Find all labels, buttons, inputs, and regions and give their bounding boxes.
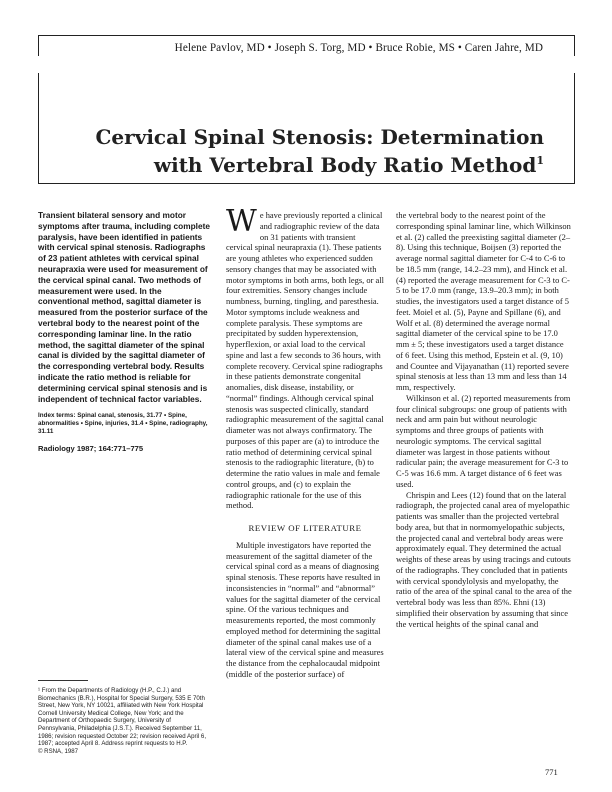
copyright-text: © RSNA, 1987 bbox=[38, 747, 79, 755]
title-line-2-text: with Vertebral Body Ratio Method bbox=[153, 153, 537, 177]
literature-paragraph: Multiple investigators have reported the measurement of the sagittal diameter of the cervical spinal cord as a means of diagnosing spinal stenosis. These reports have resulted in inconsistencies in “normal” and “abnormal” values for the sagittal diameter of the cervical spine. Of the various techniques and measurements reported, the most commonly employed method for determining the sagittal diameter of the spinal canal makes use of a lateral view of the cervical spine and measures the distance from the cephalocaudal midpoint (middle of the posterior surface) of bbox=[226, 539, 384, 679]
authors-text: Helene Pavlov, MD • Joseph S. Torg, MD • Bruce Robie, MS • Caren Jahre, MD bbox=[174, 42, 543, 54]
right-paragraph-1: the vertebral body to the nearest point of the corresponding spinal laminar line, which Wilkinson et al. (2) called the preexisting sagittal diameter (2–8). Using this technique, Boijsen (3) reported the average normal sagittal diameter for C-4 to C-6 to be 18.5 mm (range, 14.2–23 mm), and Hinck et al. (4) reported the average measurement for C-3 to C-5 to be 17.0 mm (range, 13.9–20.3 mm); in both studies, the investigators used a target distance of 5 feet. Moiel et al. (5), Payne and Spillane (6), and Wolf et al. (8) determined the average normal sagittal diameter of the cervical spine to be 17.0 mm ± 5; these investigators used a target distance of 6 feet. Using this method, Epstein et al. (9, 10) and Countee and Vijayanathan (11) reported severe spinal stenosis at less than 13 mm and less than 14 mm, respectively. bbox=[396, 210, 571, 392]
abstract-column bbox=[38, 210, 210, 455]
right-paragraph-2: Wilkinson et al. (2) reported measurements from four clinical subgroups: one group of patients with neck and arm pain but without neurologic symptoms and three groups of patients with neurologic symptoms. The cervical sagittal diameter was largest in those patients without radicular pain; the average measurement for C-3 to C-5 was 16.6 mm. A target distance of 6 feet was used. bbox=[396, 392, 571, 489]
section-heading: REVIEW OF LITERATURE bbox=[248, 523, 362, 533]
title-line-2 bbox=[96, 149, 544, 177]
page-number: 771 bbox=[545, 767, 558, 777]
index-terms: Index terms: Spinal canal, stenosis, 31.77 • Spine, abnormalities • Spine, injuries, 31.4 • Spine, radiography, 31.11 bbox=[38, 412, 208, 436]
title-footnote-mark: 1 bbox=[536, 154, 544, 167]
middle-column bbox=[226, 204, 384, 680]
title-box bbox=[38, 73, 575, 184]
drop-cap: W bbox=[226, 204, 257, 239]
footnote-text: ¹ From the Departments of Radiology (H.P., C.J.) and Biomechanics (B.R.), Hospital for Special Surgery, 535 E 70th Street, New York, NY 10021, affiliated with New York Hospital Cornell University Medical College, New York; and the Department of Orthopaedic Surgery, University of Pennsylvania, Philadelphia (J.S.T.). Received September 11, 1986; revision requested October 22; revision received April 6, 1987; accepted April 8. Address reprint requests to H.P. bbox=[38, 687, 207, 748]
journal-citation: Radiology 1987; 164:771–775 bbox=[38, 444, 144, 454]
article-title bbox=[96, 125, 544, 177]
footnote bbox=[38, 680, 210, 755]
intro-text: e have previously reported a clinical and radiographic review of the data on 31 patients with transient cervical spinal neurapraxia (1). These patients are young athletes who experienced sudden sensory changes that may be associated with motor symptoms in both arms, both legs, or all four extremities. Sensory changes include numbness, burning, tingling, and paresthesia. Motor symptoms include weakness and complete paralysis. These symptoms are precipitated by sudden hyperextension, hyperflexion, or axial load to the cervical spine and last a few seconds to 36 hours, with complete recovery. Cervical spine radiographs in these patients demonstrate congenital anomalies, disk disease, instability, or “normal” findings. Although cervical spinal stenosis was suspected clinically, standard radiographic measurement of the sagittal canal diameter was not always confirmatory. The purposes of this paper are (a) to introduce the ratio method of determining cervical spinal stenosis to the radiographic literature, (b) to determine the ratio values in male and female control groups, and (c) to explain the radiographic rationale for the use of this method. bbox=[226, 210, 384, 511]
title-line-1: Cervical Spinal Stenosis: Determination bbox=[95, 125, 544, 149]
author-line bbox=[38, 42, 573, 54]
right-column bbox=[396, 210, 572, 629]
footnote-rule bbox=[38, 680, 88, 681]
intro-paragraph bbox=[226, 204, 384, 511]
abstract-text: Transient bilateral sensory and motor symptoms after trauma, including complete paralysis, have been identified in patients with cervical spinal stenosis. Radiographs of 23 patient athletes with cervical spinal neurapraxia were used for measurement of the cervical spinal canal. Two methods of measurement were used. In the conventional method, sagittal diameter is measured from the posterior surface of the vertebral body to the nearest point of the corresponding laminar line. In the ratio method, the sagittal diameter of the spinal canal is divided by the sagittal diameter of the corresponding vertebral body. Results indicate the ratio method is reliable for determining cervical spinal stenosis and is independent of technical factor variables. bbox=[38, 210, 210, 404]
right-paragraph-3: Chrispin and Lees (12) found that on the lateral radiograph, the projected canal area of myelopathic patients was smaller than the projected vertebral body area, but that in normomyelopathic subjects, the projected canal and vertebral body areas were approximately equal. They determined the actual weights of these areas by using tracings and cutouts of the radiographs. They concluded that in patients with cervical spondylolysis and myelopathy, the ratio of the area of the spinal canal to the area of the vertebral body was less than 85%. Ehni (13) simplified their observation by assuming that since the vertical heights of the spinal canal and bbox=[396, 489, 572, 629]
